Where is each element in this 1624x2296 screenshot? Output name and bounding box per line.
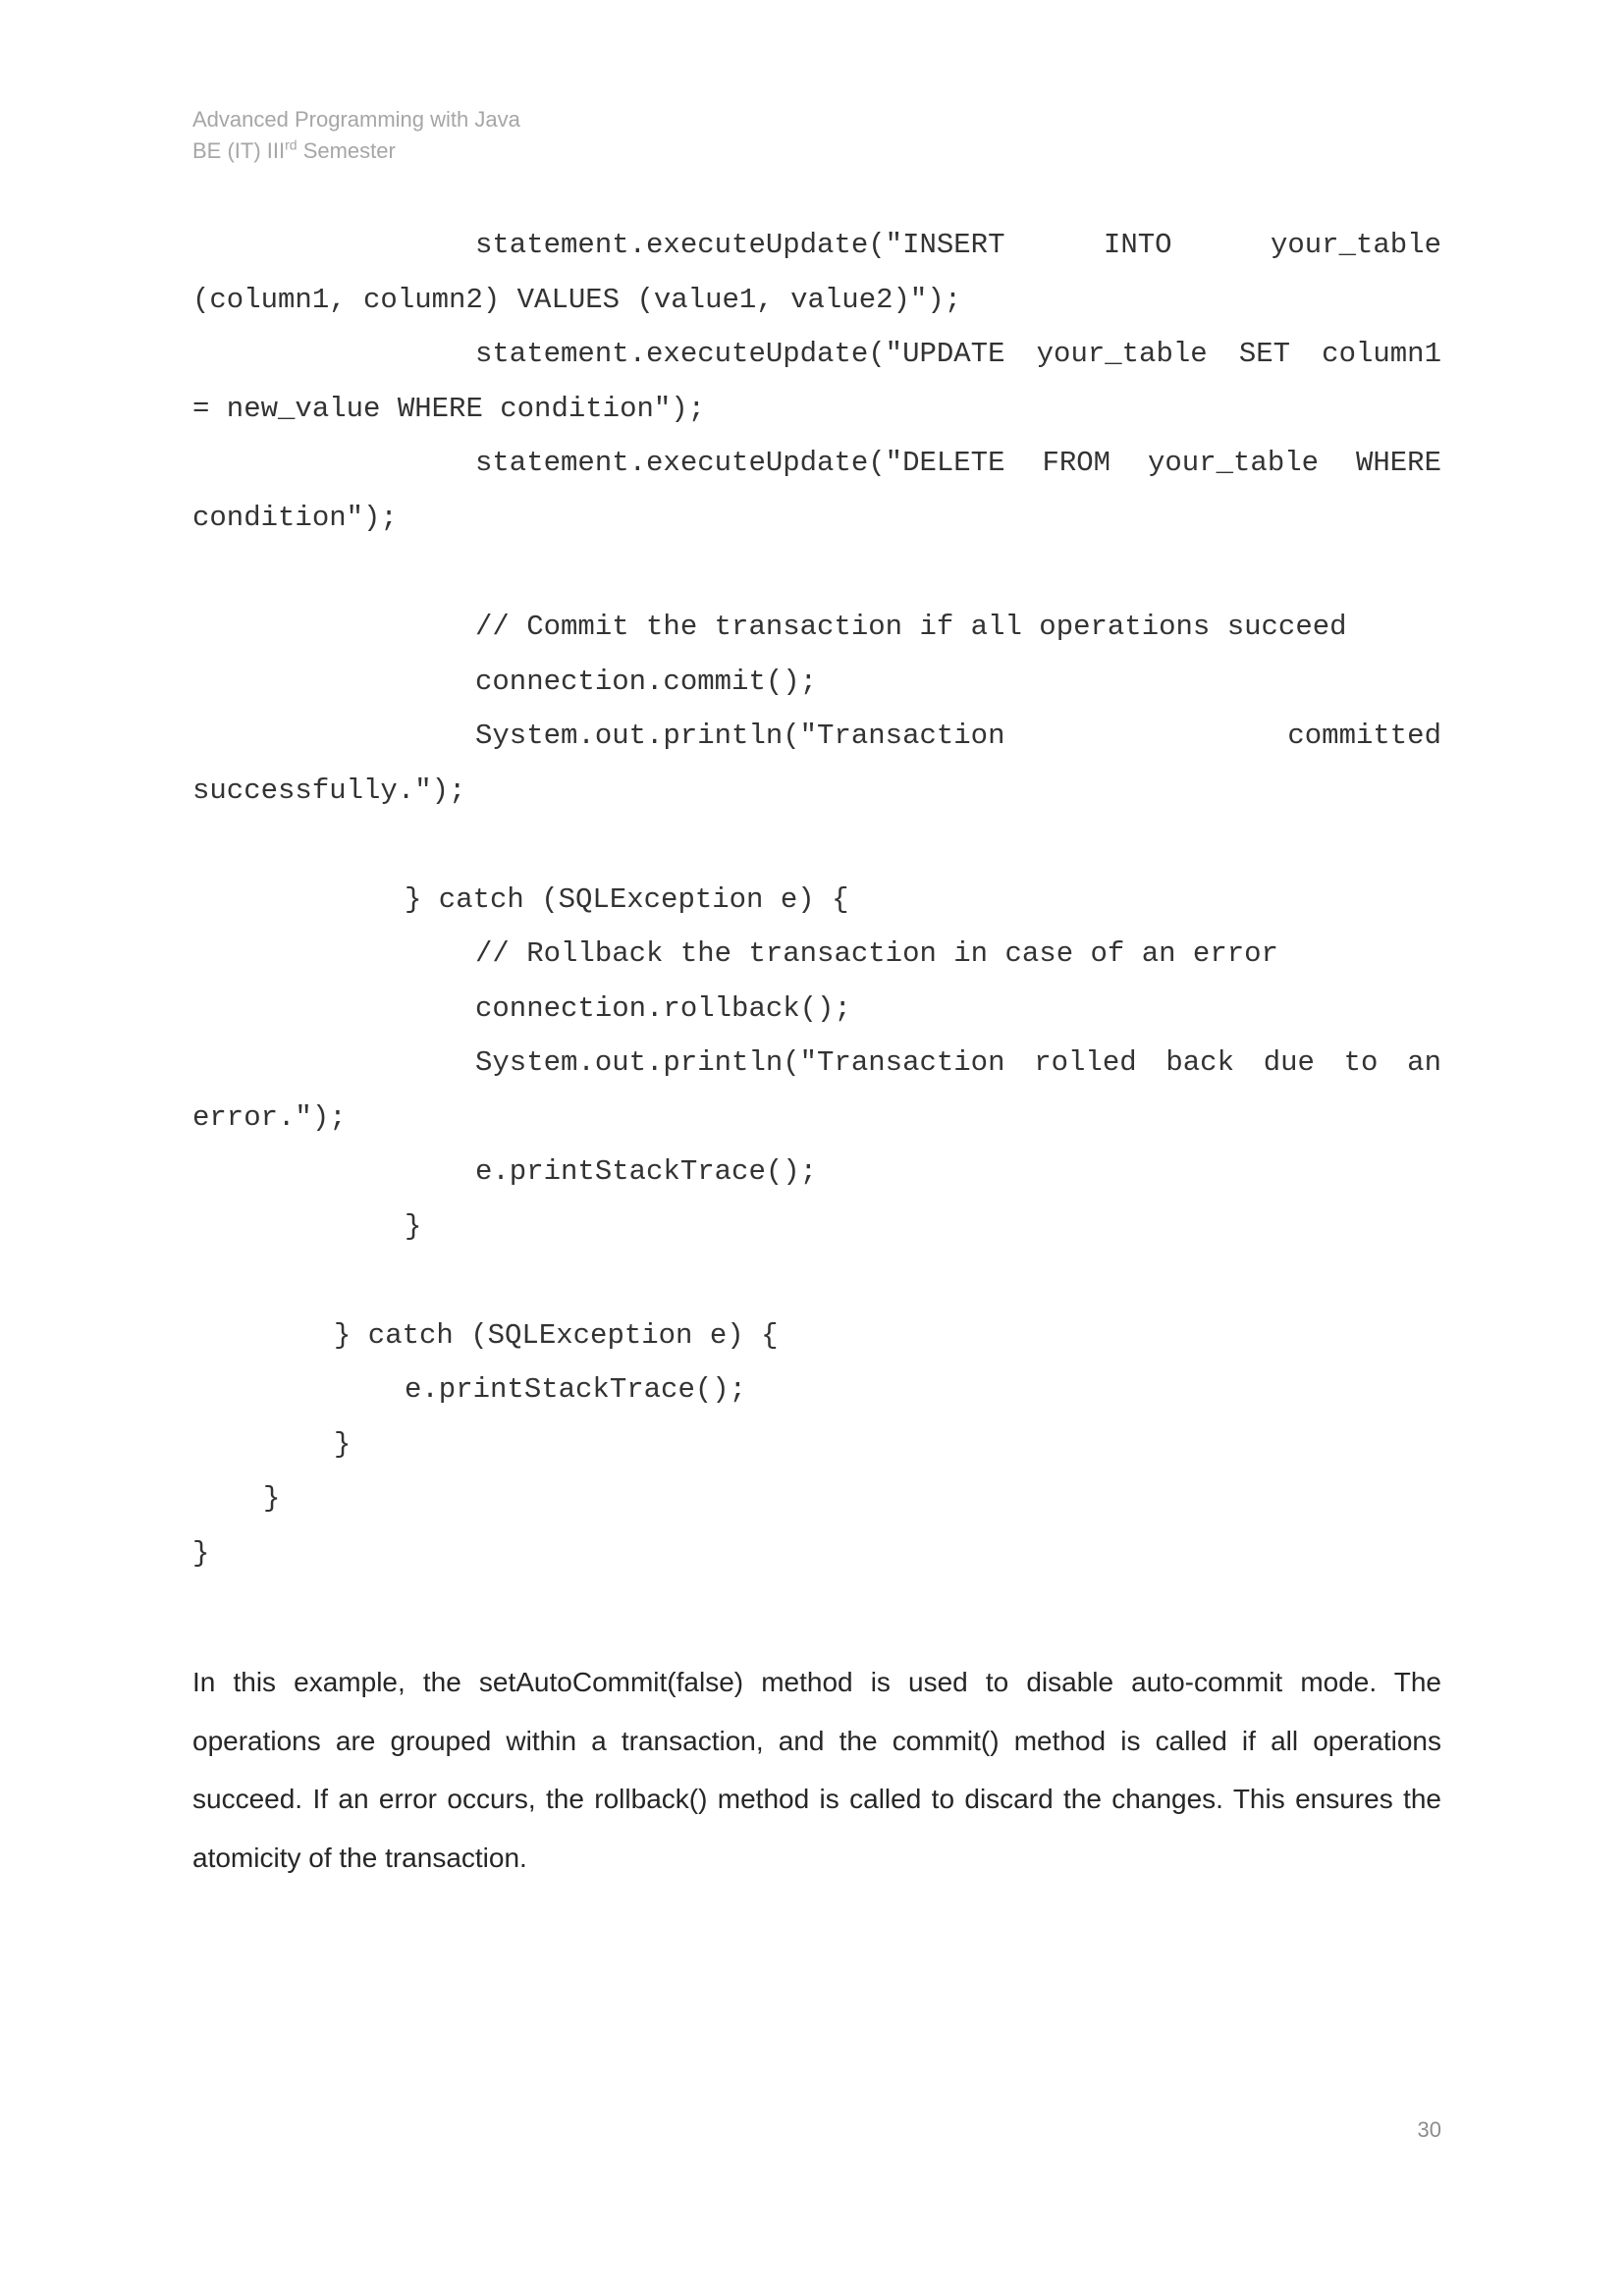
code-line-update-cont: = new_value WHERE condition"); [192, 393, 706, 425]
explanation-paragraph: In this example, the setAutoCommit(false) method is used to disable auto-commit mode. The operations are grouped within a transaction, and the commit() method is called if all operations succeed. If an error occurs, the rollback() method is called to discard the changes. This ensures the atomicity of the transaction. [192, 1667, 1441, 1873]
header-course-title: Advanced Programming with Java [192, 107, 520, 132]
code-line-rollback: connection.rollback(); [475, 992, 851, 1025]
code-line-method-close: } [263, 1482, 281, 1515]
code-line-delete-cont: condition"); [192, 502, 398, 534]
code-line-insert: statement.executeUpdate("INSERT INTO your_table [475, 229, 1441, 261]
code-line-println-rollback-cont: error."); [192, 1101, 347, 1134]
code-line-delete: statement.executeUpdate("DELETE FROM your_table WHERE [475, 447, 1441, 479]
code-line-outer-trace: e.printStackTrace(); [405, 1373, 747, 1406]
code-line-inner-trace: e.printStackTrace(); [475, 1155, 818, 1188]
code-line-commit: connection.commit(); [475, 666, 818, 698]
code-listing [192, 0, 1441, 1570]
code-line-outer-catch: } catch (SQLException e) { [334, 1319, 779, 1352]
code-line-class-close: } [192, 1537, 210, 1570]
code-line-update: statement.executeUpdate("UPDATE your_table SET column1 [475, 338, 1441, 370]
header-semester: BE (IT) IIIrd Semester [192, 136, 396, 163]
code-line-println-commit-cont: successfully."); [192, 774, 466, 807]
code-comment-commit: // Commit the transaction if all operations succeed [475, 611, 1347, 643]
code-line-outer-close: } [334, 1428, 352, 1461]
code-line-println-rollback: System.out.println("Transaction rolled back due to an [475, 1046, 1441, 1079]
code-comment-rollback: // Rollback the transaction in case of an error [475, 937, 1278, 970]
page-number: 30 [1417, 2117, 1441, 2142]
code-line-println-commit: System.out.println("Transaction committed [475, 720, 1441, 752]
code-line-insert-cont: (column1, column2) VALUES (value1, value2)"); [192, 284, 962, 316]
code-line-inner-catch: } catch (SQLException e) { [405, 883, 849, 916]
code-line-inner-close: } [405, 1210, 422, 1243]
